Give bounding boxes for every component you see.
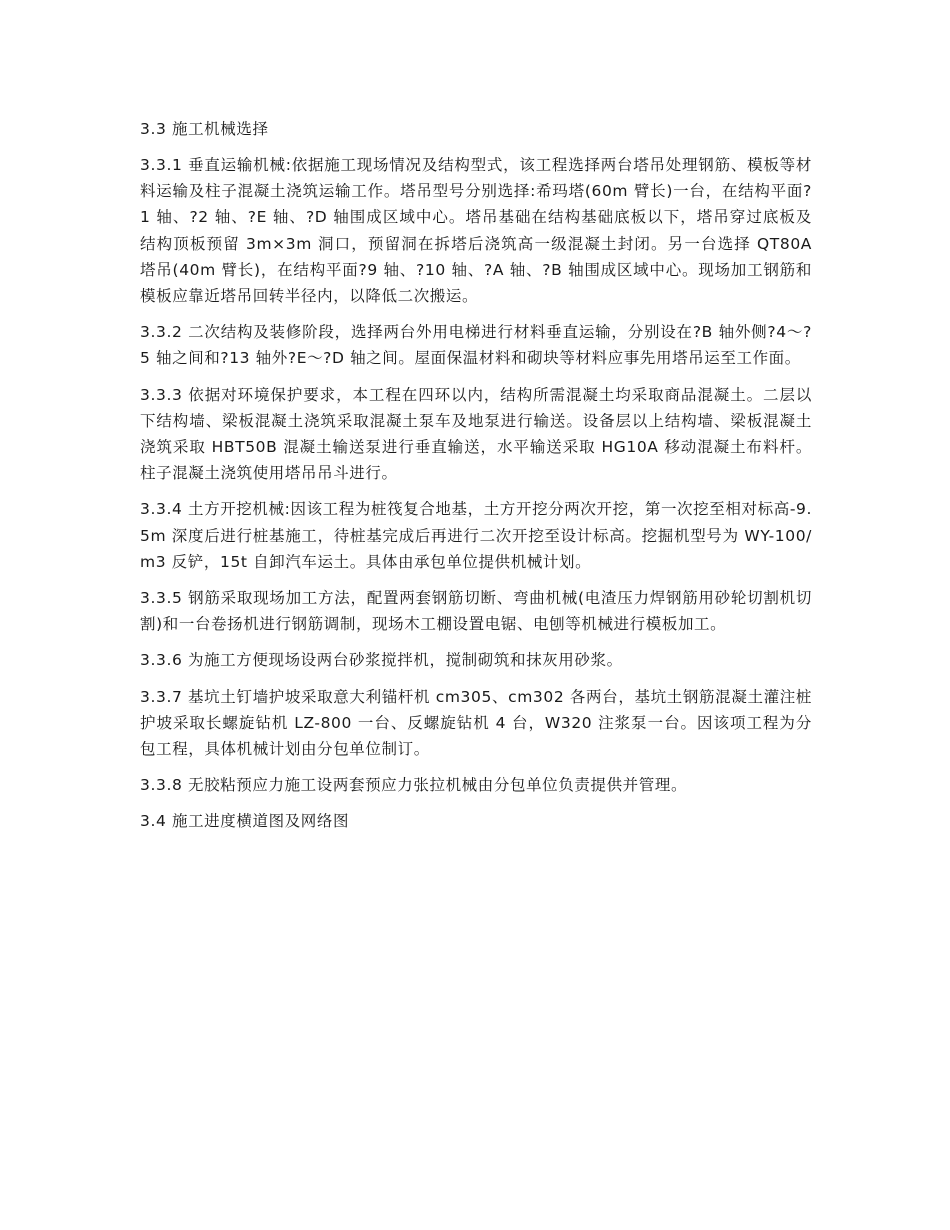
document-page bbox=[140, 116, 812, 844]
paragraph-3-3-7: 3.3.7 基坑土钉墙护坡采取意大利锚杆机 cm305、cm302 各两台，基坑土钢筋混凝土灌注桩护坡采取长螺旋钻机 LZ-800 一台、反螺旋钻机 4 台，W320 注浆泵一台。因该项工程为分包工程，具体机械计划由分包单位制订。 bbox=[140, 687, 812, 759]
section-heading-3-3: 3.3 施工机械选择 bbox=[140, 120, 269, 138]
section-heading-3-4: 3.4 施工进度横道图及网络图 bbox=[140, 812, 350, 831]
paragraph-3-3-5: 3.3.5 钢筋采取现场加工方法，配置两套钢筋切断、弯曲机械(电渣压力焊钢筋用砂轮切割机切割)和一台卷扬机进行钢筋调制，现场木工棚设置电锯、电刨等机械进行模板加工。 bbox=[140, 589, 812, 634]
paragraph-3-3-2: 3.3.2 二次结构及装修阶段，选择两台外用电梯进行材料垂直运输，分别设在?B 轴外侧?4～?5 轴之间和?13 轴外?E～?D 轴之间。屋面保温材料和砌块等材料应事先用塔吊运至工作面。 bbox=[140, 323, 812, 368]
paragraph-3-3-6: 3.3.6 为施工方便现场设两台砂浆搅拌机，搅制砌筑和抹灰用砂浆。 bbox=[140, 651, 623, 670]
paragraph-3-3-1: 3.3.1 垂直运输机械:依据施工现场情况及结构型式，该工程选择两台塔吊处理钢筋、模板等材料运输及柱子混凝土浇筑运输工作。塔吊型号分别选择:希玛塔(60m 臂长)一台，在结构平面?1 轴、?2 轴、?E 轴、?D 轴围成区域中心。塔吊基础在结构基础底板以下，塔吊穿过底板及结构顶板预留 3m×3m 洞口，预留洞在拆塔后浇筑高一级混凝土封闭。另一台选择 QT80A 塔吊(40m 臂长)，在结构平面?9 轴、?10 轴、?A 轴、?B 轴围成区域中心。现场加工钢筋和模板应靠近塔吊回转半径内，以降低二次搬运。 bbox=[140, 156, 812, 306]
paragraph-3-3-4: 3.3.4 土方开挖机械:因该工程为桩筏复合地基，土方开挖分两次开挖，第一次挖至相对标高-9.5m 深度后进行桩基施工，待桩基完成后再进行二次开挖至设计标高。挖掘机型号为 WY-100/m3 反铲，15t 自卸汽车运土。具体由承包单位提供机械计划。 bbox=[140, 500, 812, 571]
paragraph-3-3-3: 3.3.3 依据对环境保护要求，本工程在四环以内，结构所需混凝土均采取商品混凝土。二层以下结构墙、梁板混凝土浇筑采取混凝土泵车及地泵进行输送。设备层以上结构墙、梁板混凝土浇筑采取 HBT50B 混凝土输送泵进行垂直输送，水平输送采取 HG10A 移动混凝土布料杆。柱子混凝土浇筑使用塔吊吊斗进行。 bbox=[140, 385, 812, 483]
paragraph-3-3-8: 3.3.8 无胶粘预应力施工设两套预应力张拉机械由分包单位负责提供并管理。 bbox=[140, 776, 688, 795]
